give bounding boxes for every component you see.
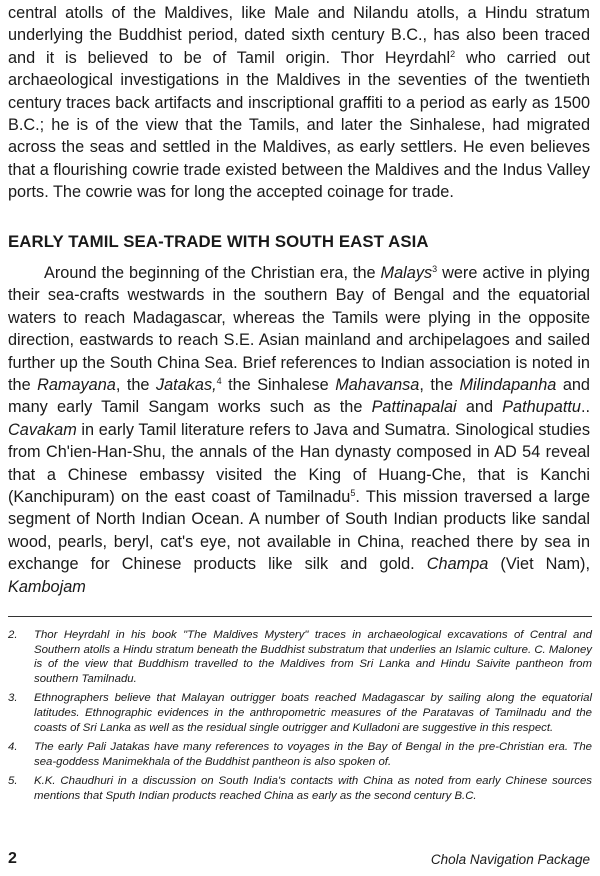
italic-term: Cavakam (8, 420, 77, 439)
italic-term: Jatakas, (155, 376, 217, 395)
italic-term: Malays (380, 264, 433, 282)
footnote-2 (8, 628, 592, 686)
italic-term: Milindapanha (459, 376, 557, 395)
footnote-4 (8, 740, 592, 769)
italic-term: Pathupattu (502, 398, 581, 417)
section-heading: EARLY TAMIL SEA-TRADE WITH SOUTH EAST ASIA (8, 232, 429, 251)
paragraph-text: , the (115, 376, 156, 395)
footnote-number: 4. (8, 741, 18, 754)
footnote-text: Thor Heyrdahl in his book "The Maldives Mystery" traces in archaeological excavations of Central and Southern atolls a Hindu stratum beneath the Buddhist substratum that underlies an Islamic culture. C. Maloney is of the view that Buddhism travelled to the Maldives from Sri Lanka and Hindu Saivite pantheon from southern Tamilnadu. (34, 629, 592, 685)
paragraph-text: central atolls of the Maldives, like Male and Nilandu atolls, a Hindu stratum underlying the Buddhist period, dated sixth century B.C., has also been traced and it is believed to be of Tamil origin. Thor Heyrdahl (8, 4, 590, 67)
body-paragraph-1 (8, 2, 590, 204)
paragraph-text: Around the beginning of the Christian era, the (44, 264, 381, 282)
footnote-number: 3. (8, 692, 18, 705)
italic-term: Champa (426, 555, 489, 574)
italic-term: Mahavansa (335, 376, 420, 395)
footnote-text: The early Pali Jatakas have many references to voyages in the Bay of Bengal in the pre-Christian era. The sea-goddess Manimekhala of the Buddhist pantheon is also spoken of. (34, 741, 592, 768)
footnote-number: 5. (8, 775, 18, 788)
italic-term: Kambojam (8, 577, 86, 596)
footnote-3 (8, 691, 592, 735)
footnote-ref-3[interactable]: 3 (432, 264, 438, 274)
footnote-text: K.K. Chaudhuri in a discussion on South India's contacts with China as noted from early Chinese sources mentions that Sputh Indian products reached China as early as the second century B.C. (34, 775, 592, 802)
body-paragraph-2 (8, 262, 590, 598)
paragraph-text: (Viet Nam), (488, 555, 590, 574)
paragraph-text: in early Tamil literature refers to Java and Sumatra. Sinological studies from Ch'ien-Han-Shu, the annals of the Han dynasty composed in AD 54 reveal that a Chinese embassy visited the King of Huang-Che, that is Kanchi (Kanchipuram) on the east coast of Tamilnadu (8, 420, 590, 507)
paragraph-text: .. (580, 398, 590, 417)
footnote-ref-2[interactable]: 2 (450, 48, 456, 59)
italic-term: Pattinapalai (371, 398, 457, 417)
paragraph-text: . This mission traversed a large segment of North Indian Ocean. A number of South Indian products like sandal wood, pearls, beryl, cat's eye, not available in China, reached there by sea in exchange for Chinese products like silk and gold. (8, 488, 590, 574)
running-title: Chola Navigation Package (430, 852, 590, 867)
paragraph-text: were active in plying their sea-crafts westwards in the southern Bay of Bengal and the equatorial waters to reach Madagascar, whereas the Tamils were plying in the opposite direction, eastwards to reach S.E. Asian mainland and archipelagoes and sailed further up the South China Sea. Brief references to Indian association is noted in the (8, 264, 590, 395)
paragraph-text: who carried out archaeological investigations in the Maldives in the seventies of the twentieth century traces back artifacts and inscriptional graffiti to a period as early as 1500 B.C.; he is of the view that the Tamils, and later the Sinhalese, had migrated across the seas and settled in the Maldives, as early settlers. He even believes that a flourishing cowrie trade existed between the Maldives and the Indus Valley ports. The cowrie was for long the accepted coinage for trade. (8, 48, 590, 202)
paragraph-text: , the (419, 376, 460, 395)
footnote-ref-4[interactable]: 4 (216, 376, 222, 387)
paragraph-text: and (456, 398, 503, 417)
footnote-ref-5[interactable]: 5 (350, 488, 356, 499)
footnotes-section (8, 622, 592, 809)
paragraph-text: the Sinhalese (221, 376, 336, 395)
footnote-text: Ethnographers believe that Malayan outrigger boats reached Madagascar by sailing along the equatorial latitudes. Ethnographic evidences in the anthropometric measures of the Paratavas of Tamilnadu and the coasts of Sri Lanka as well as the residual single outrigger and Kulladoni are suggestive in this respect. (34, 692, 592, 734)
footnote-number: 2. (8, 629, 18, 641)
page-footer (8, 850, 592, 870)
page-number: 2 (8, 850, 17, 867)
italic-term: Ramayana (37, 376, 116, 395)
paragraph-text: and many early Tamil Sangam works such as the (8, 376, 590, 417)
footnote-divider (8, 616, 592, 617)
footnote-5 (8, 774, 592, 803)
